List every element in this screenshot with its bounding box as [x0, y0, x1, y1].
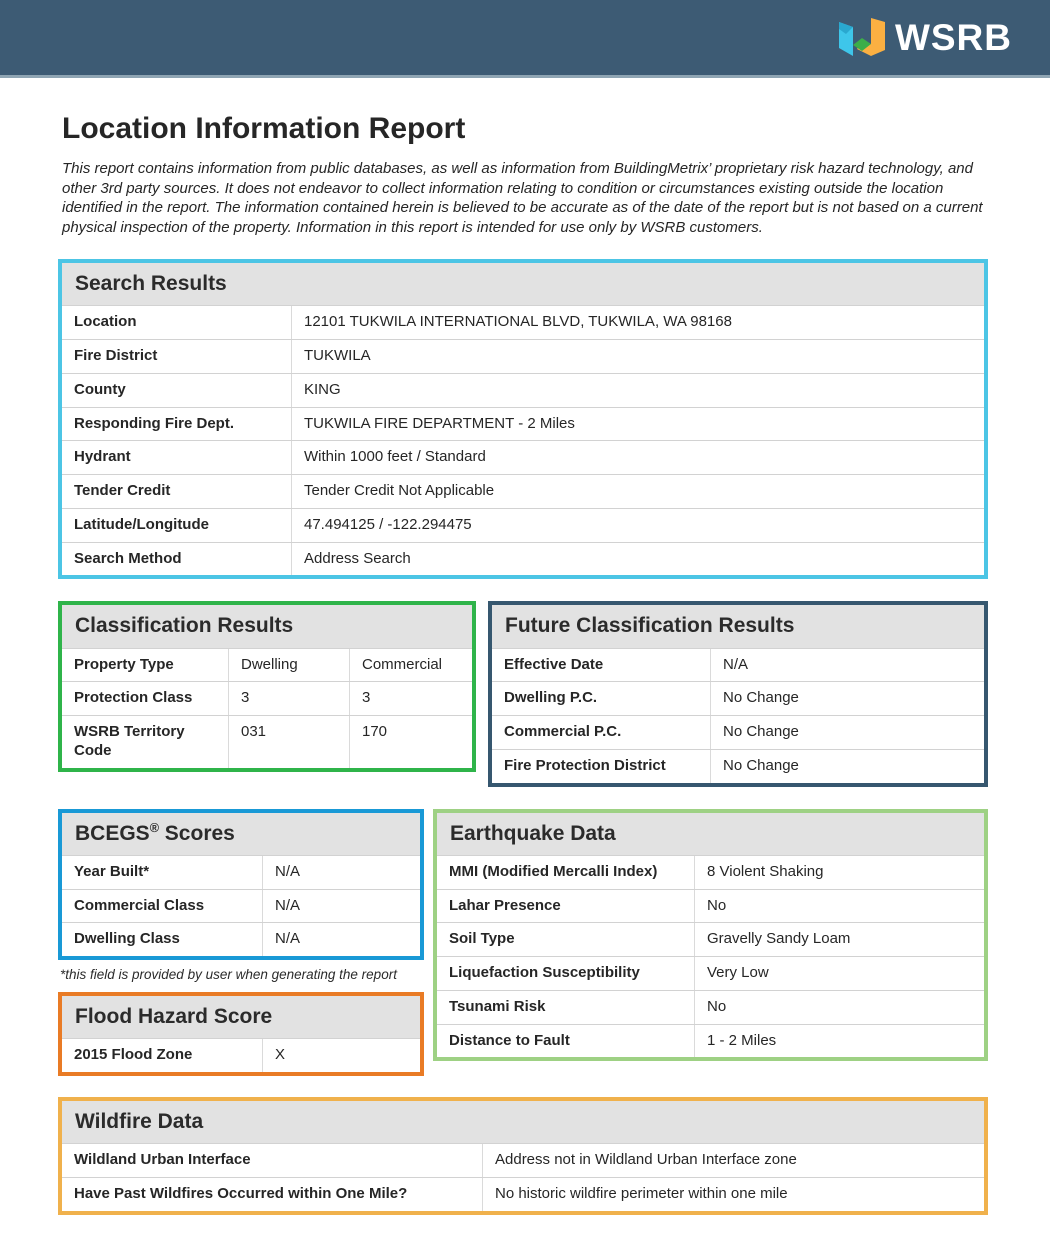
row-label: County: [62, 374, 292, 407]
row-value: 1 - 2 Miles: [707, 1031, 777, 1049]
row-value: No Change: [723, 723, 799, 740]
classification-results-title: Classification Results: [62, 605, 472, 647]
table-row: [437, 889, 984, 923]
row-label: WSRB Territory Code: [62, 716, 229, 768]
row-value: Address not in Wildland Urban Interface zone: [495, 1151, 797, 1169]
table-row: [62, 1143, 984, 1177]
table-row: [62, 373, 984, 407]
table-row: [62, 407, 984, 441]
report-disclaimer: This report contains information from public databases, as well as information from BuildingMetrix’ proprietary risk hazard technology, and other 3rd party sources. It does not endeavor to collect information relating to condition or circumstances existing outside the location identified in the report. The information contained herein is believed to be accurate as of the date of the report but is not based on a current physical inspection of the property. Information in this report is intended for use only by WSRB customers.: [62, 160, 983, 236]
row-value: No: [707, 896, 727, 914]
table-row: [62, 440, 984, 474]
wsrb-logo-icon: [839, 18, 885, 58]
wsrb-brand: [839, 17, 1012, 59]
row-label: Year Built*: [62, 856, 263, 889]
bcegs-scores-section: [58, 809, 424, 961]
row-label: Commercial Class: [62, 890, 263, 923]
table-row: [437, 956, 984, 990]
table-row: [492, 749, 984, 783]
row-label: Fire Protection District: [492, 750, 711, 783]
top-brand-bar: [0, 0, 1050, 78]
table-row: [62, 474, 984, 508]
row-value: N/A: [275, 896, 301, 914]
row-value: N/A: [275, 930, 301, 948]
row-value: No Change: [723, 689, 799, 707]
table-row: [62, 648, 472, 682]
table-row: [437, 922, 984, 956]
bcegs-title-main: BCEGS: [75, 821, 150, 845]
row-label: Effective Date: [492, 649, 711, 682]
report-body: [0, 78, 1050, 1245]
row-label: Location: [62, 306, 292, 339]
row-label: Dwelling Class: [62, 923, 263, 956]
table-row: [492, 681, 984, 715]
commercial-column-value: 170: [362, 723, 388, 740]
search-results-title: Search Results: [62, 263, 984, 305]
table-row: [62, 681, 472, 715]
row-label: Lahar Presence: [437, 890, 695, 923]
row-label: Tsunami Risk: [437, 991, 695, 1024]
bcegs-title-rest: Scores: [158, 821, 235, 845]
row-label: Latitude/Longitude: [62, 509, 292, 542]
row-value: Within 1000 feet / Standard: [304, 448, 486, 466]
row-value: TUKWILA: [304, 347, 371, 364]
future-classification-results-title: Future Classification Results: [492, 605, 984, 647]
row-label: 2015 Flood Zone: [62, 1039, 263, 1072]
table-row: [492, 648, 984, 682]
row-label: Distance to Fault: [437, 1025, 695, 1058]
table-row: [492, 715, 984, 749]
row-label: Fire District: [62, 340, 292, 373]
row-value: Tender Credit Not Applicable: [304, 482, 495, 499]
registered-trademark-symbol: ®: [149, 820, 159, 835]
future-classification-results-section: [488, 601, 988, 786]
row-value: Gravelly Sandy Loam: [707, 930, 851, 948]
row-label: Liquefaction Susceptibility: [437, 957, 695, 990]
table-row: [62, 1177, 984, 1211]
flood-hazard-score-section: [58, 992, 424, 1076]
table-row: [62, 305, 984, 339]
row-value: X: [275, 1046, 286, 1064]
hazard-row: [58, 809, 992, 1077]
row-label: Protection Class: [62, 682, 229, 715]
row-label: Commercial P.C.: [492, 716, 711, 749]
row-value: KING: [304, 380, 341, 398]
row-label: Tender Credit: [62, 475, 292, 508]
wildfire-data-title: Wildfire Data: [62, 1101, 984, 1143]
dwelling-column-value: 3: [229, 682, 350, 715]
row-value: Address Search: [304, 549, 411, 567]
row-label: Search Method: [62, 543, 292, 576]
page-title: Location Information Report: [62, 112, 466, 145]
table-row: [62, 339, 984, 373]
table-row: [62, 1038, 420, 1072]
row-value: No historic wildfire perimeter within one mile: [495, 1185, 788, 1202]
table-row: [62, 508, 984, 542]
earthquake-data-section: [433, 809, 988, 1062]
table-row: [437, 855, 984, 889]
row-label: Wildland Urban Interface: [62, 1144, 483, 1177]
table-row: [62, 922, 420, 956]
dwelling-column-value: Dwelling: [229, 649, 350, 682]
row-label: Have Past Wildfires Occurred within One Mile?: [62, 1178, 483, 1211]
left-hazard-column: [58, 809, 424, 1077]
table-row: [437, 1024, 984, 1058]
row-value: No Change: [723, 756, 799, 774]
row-value: N/A: [723, 655, 749, 673]
table-row: [62, 889, 420, 923]
row-label: Property Type: [62, 649, 229, 682]
table-row: [62, 855, 420, 889]
table-row: [62, 542, 984, 576]
commercial-column-value: Commercial: [362, 655, 443, 673]
row-value: 47.494125 / -122.294475: [304, 515, 472, 533]
row-label: Soil Type: [437, 923, 695, 956]
wildfire-data-section: [58, 1097, 988, 1215]
classification-row: [58, 601, 992, 786]
row-label: MMI (Modified Mercalli Index): [437, 856, 695, 889]
row-label: Dwelling P.C.: [492, 682, 711, 715]
flood-hazard-score-title: Flood Hazard Score: [62, 996, 420, 1038]
brand-wordmark: WSRB: [894, 16, 1012, 58]
commercial-column-value: 3: [362, 689, 371, 707]
earthquake-data-title: Earthquake Data: [437, 813, 984, 855]
bcegs-scores-title: [62, 813, 420, 855]
row-label: Hydrant: [62, 441, 292, 474]
row-label: Responding Fire Dept.: [62, 408, 292, 441]
row-value: TUKWILA FIRE DEPARTMENT - 2 Miles: [304, 414, 575, 432]
search-results-section: [58, 259, 988, 579]
table-row: [437, 990, 984, 1024]
dwelling-column-value: 031: [229, 716, 350, 768]
bcegs-footnote: *this field is provided by user when generating the report: [60, 967, 397, 982]
row-value: N/A: [275, 862, 301, 880]
row-value: No: [707, 997, 727, 1015]
table-row: [62, 715, 472, 768]
row-value: Very Low: [707, 964, 769, 981]
classification-results-section: [58, 601, 476, 771]
row-value: 12101 TUKWILA INTERNATIONAL BLVD, TUKWILA, WA 98168: [304, 313, 732, 331]
row-value: 8 Violent Shaking: [707, 862, 824, 880]
